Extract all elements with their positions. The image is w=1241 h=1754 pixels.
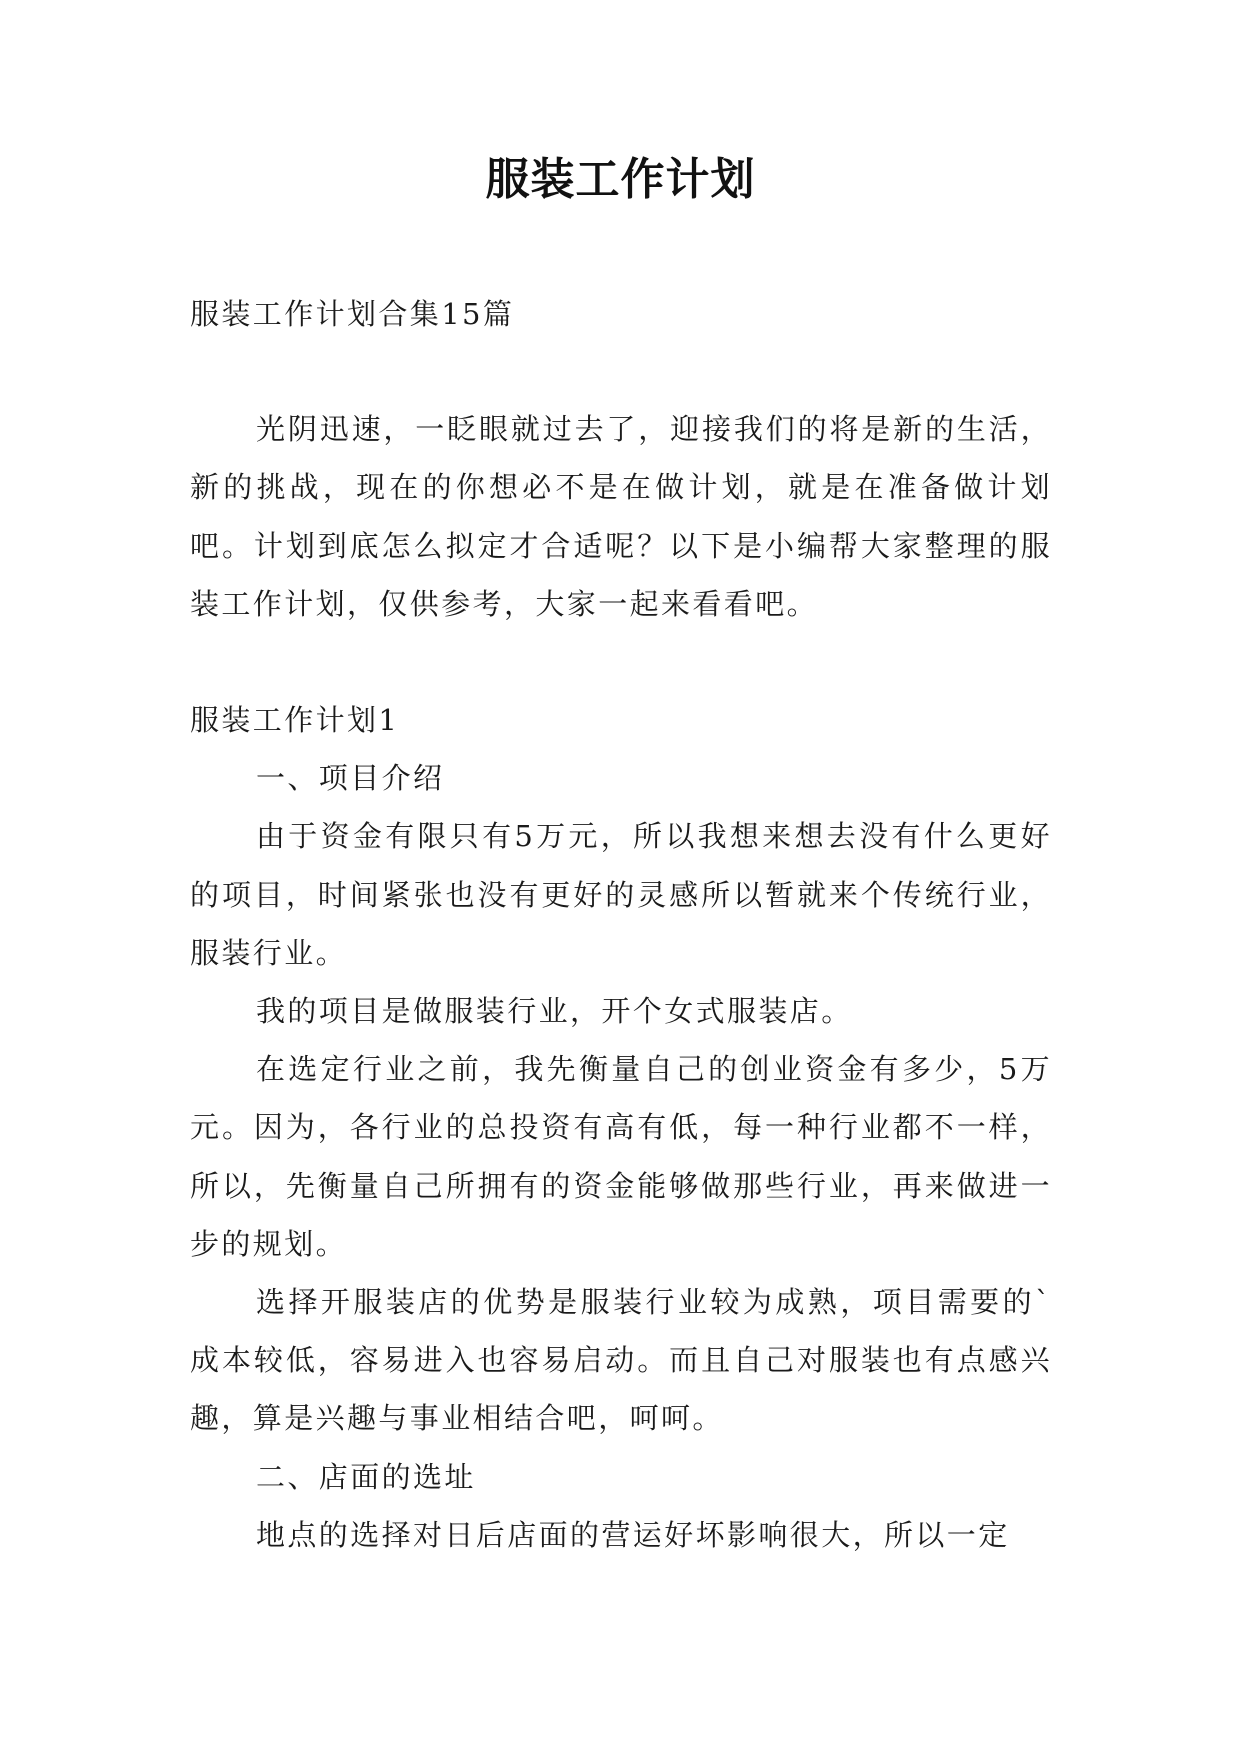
- document-body: [190, 285, 1052, 1564]
- intro-paragraph: 光阴迅速，一眨眼就过去了，迎接我们的将是新的生活，新的挑战，现在的你想必不是在做计划，就是在准备做计划吧。计划到底怎么拟定才合适呢？以下是小编帮大家整理的服装工作计划，仅供参考，大家一起来看看吧。: [190, 412, 1052, 621]
- document-title: 服装工作计划: [485, 154, 756, 205]
- body-paragraph: 在选定行业之前，我先衡量自己的创业资金有多少，5万元。因为，各行业的总投资有高有低，每一种行业都不一样，所以，先衡量自己所拥有的资金能够做那些行业，再来做进一步的规划。: [190, 1052, 1052, 1261]
- body-paragraph: 由于资金有限只有5万元，所以我想来想去没有什么更好的项目，时间紧张也没有更好的灵感所以暂就来个传统行业，服装行业。: [190, 819, 1052, 970]
- body-paragraph: 我的项目是做服装行业，开个女式服装店。: [256, 994, 853, 1029]
- body-paragraph: 选择开服装店的优势是服装行业较为成熟，项目需要的`成本较低，容易进入也容易启动。而且自己对服装也有点感兴趣，算是兴趣与事业相结合吧，呵呵。: [190, 1285, 1052, 1436]
- body-paragraph: 地点的选择对日后店面的营运好坏影响很大，所以一定: [256, 1517, 1010, 1552]
- subsection-heading: 一、项目介绍: [256, 761, 445, 796]
- document-subtitle: 服装工作计划合集15篇: [190, 297, 515, 331]
- subsection-heading: 二、店面的选址: [256, 1459, 476, 1494]
- section-heading: 服装工作计划1: [190, 703, 400, 738]
